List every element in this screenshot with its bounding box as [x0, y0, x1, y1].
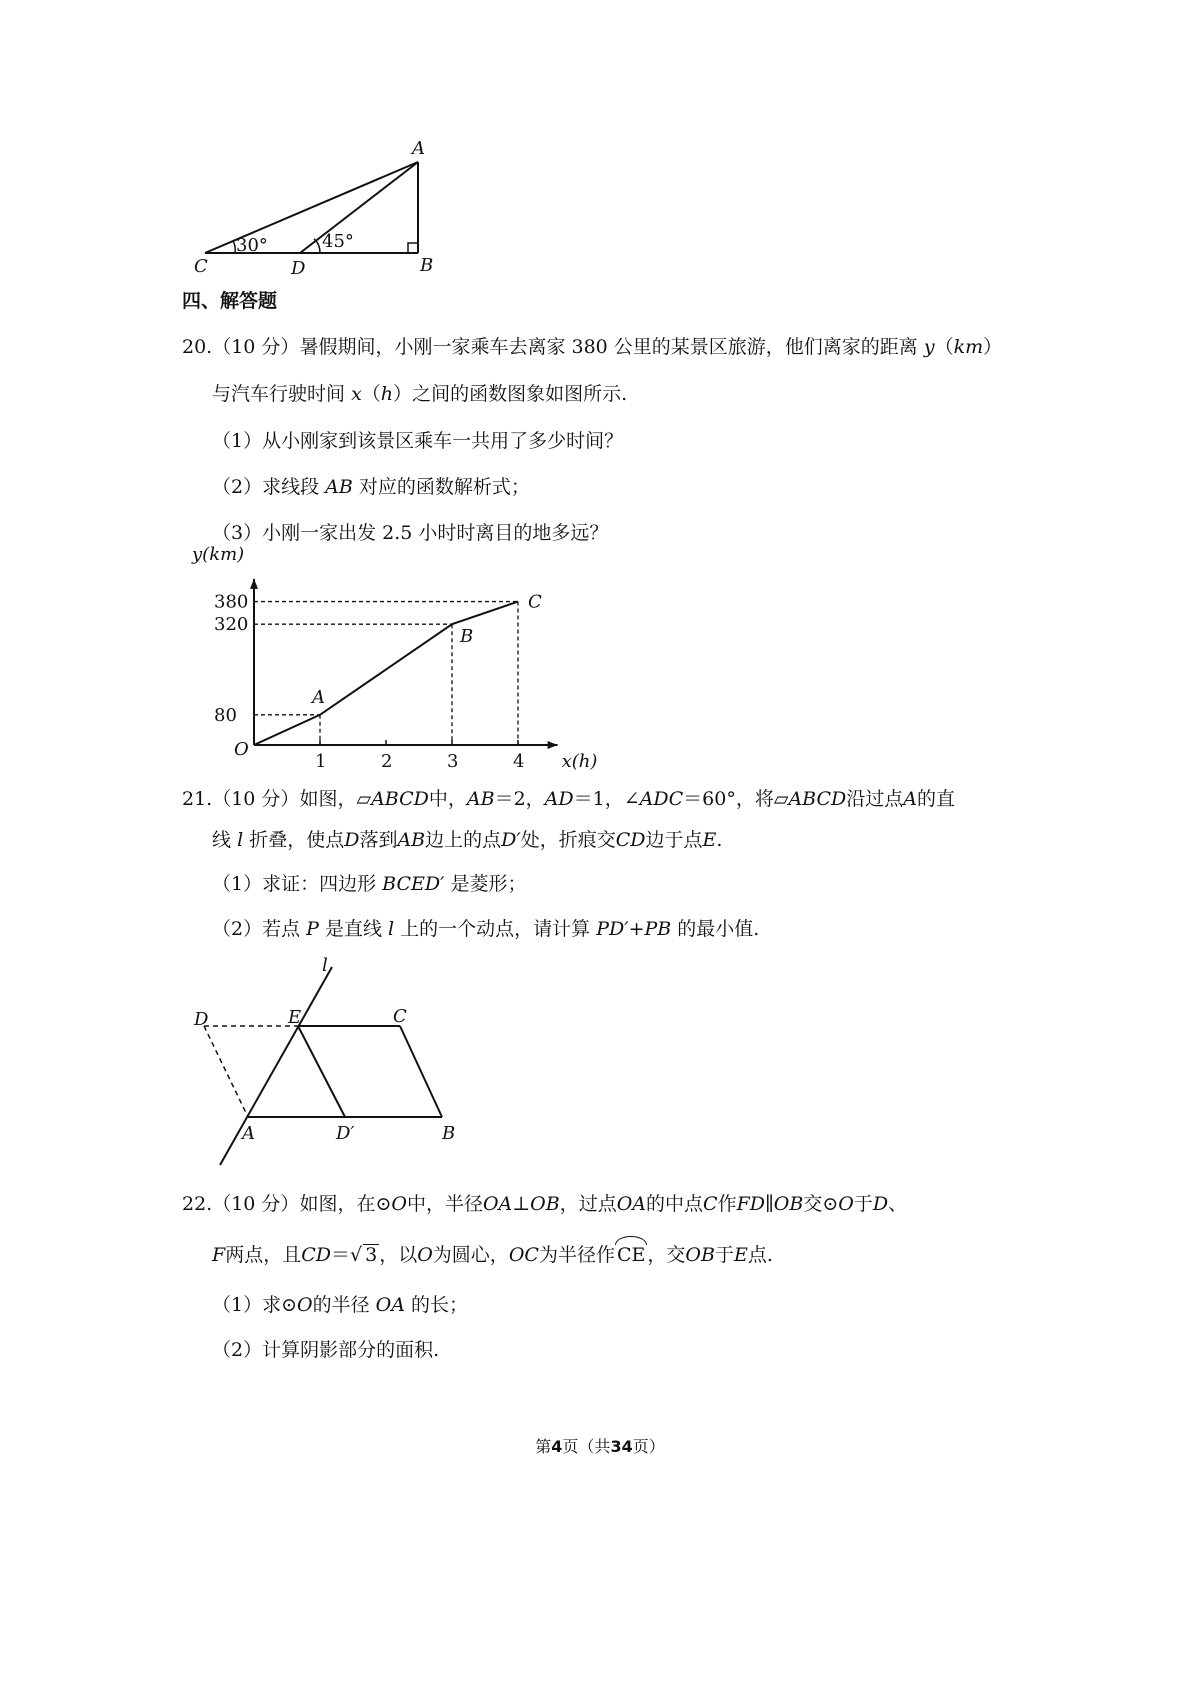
- fig19-label-b: B: [420, 255, 434, 276]
- x-axis-arrow: [548, 741, 558, 749]
- y-axis-arrow: [250, 579, 258, 589]
- q20-line2: 与汽车行驶时间 x（h）之间的函数图象如图所示.: [212, 383, 628, 405]
- q22-part2: （2）计算阴影部分的面积.: [212, 1339, 440, 1361]
- y-tick-label-320: 320: [214, 614, 249, 636]
- fig19-label-d: D: [291, 258, 306, 279]
- point-label-C: C: [528, 591, 542, 613]
- q21-line1: 21.（10 分）如图，▱ABCD中，AB＝2，AD＝1，∠ADC＝60°，将▱ABCD沿过点A的直: [182, 788, 956, 810]
- x-tick-label-4: 4: [513, 751, 525, 772]
- q21-part1: （1）求证：四边形 BCED′ 是菱形；: [212, 873, 527, 895]
- arc-ce: CE: [616, 1244, 646, 1266]
- origin-label: O: [234, 739, 249, 760]
- q20-part3: （3）小刚一家出发 2.5 小时时离目的地多远？: [212, 522, 609, 544]
- series-line: [254, 602, 518, 745]
- q22-score: （10 分）: [212, 1193, 300, 1215]
- q20-part1: （1）从小刚家到该景区乘车一共用了多少时间？: [212, 430, 624, 452]
- y-tick-label-80: 80: [214, 704, 237, 726]
- q21-num: 21.: [182, 788, 213, 810]
- page-number: 4: [551, 1437, 563, 1456]
- fig21-label-c: C: [393, 1006, 407, 1027]
- figure-q19: [190, 140, 490, 290]
- y-axis-label: y(km): [192, 544, 245, 565]
- q21-part2: （2）若点 P 是直线 l 上的一个动点，请计算 PD′+PB 的最小值.: [212, 918, 760, 940]
- q21-score: （10 分）: [212, 788, 300, 810]
- point-label-B: B: [460, 626, 474, 648]
- fig21-label-d: D: [194, 1009, 209, 1030]
- x-tick-label-3: 3: [447, 751, 459, 772]
- sqrt-value: 3: [365, 1244, 378, 1266]
- section-title: 四、解答题: [182, 290, 278, 312]
- x-tick-label-2: 2: [381, 751, 393, 772]
- q22-part1: （1）求⊙O的半径 OA 的长；: [212, 1294, 469, 1316]
- fig19-angle-c: 30°: [236, 235, 268, 256]
- y-tick-label-380: 380: [214, 591, 249, 613]
- q21-line2: 线 l 折叠，使点D落到AB边上的点D′处，折痕交CD边于点E.: [212, 829, 723, 851]
- q20-num: 20.: [182, 336, 213, 358]
- x-tick-label-1: 1: [315, 751, 327, 772]
- point-label-A: A: [312, 686, 325, 708]
- page-total: 34: [610, 1437, 633, 1456]
- q20-line1: 20.（10 分）暑假期间，小刚一家乘车去离家 380 公里的某景区旅游，他们离家的距离 y（km）: [182, 336, 1003, 358]
- q20-part2: （2）求线段 AB 对应的函数解析式；: [212, 476, 530, 498]
- fig21-label-dp: D′: [336, 1123, 355, 1144]
- figure-q21: [190, 955, 490, 1175]
- q22-line1: 22.（10 分）如图，在⊙O中，半径OA⊥OB，过点OA的中点C作FD∥OB交⊙O于D、: [182, 1193, 908, 1215]
- q20-chart: [190, 540, 610, 780]
- sqrt-symbol: √: [350, 1244, 363, 1266]
- q22-line2: F两点，且CD＝√ 3 ，以O为圆心，OC为半径作 CE ，交OB于E点.: [212, 1244, 773, 1266]
- fig19-angle-d: 45°: [322, 231, 354, 252]
- fig21-label-a: A: [242, 1123, 255, 1144]
- fig21-label-l: l: [322, 955, 328, 976]
- x-axis-label: x(h): [561, 751, 598, 772]
- page-footer: 第4页（共34页）: [535, 1437, 665, 1456]
- fig19-label-c: C: [194, 256, 208, 277]
- fig21-label-e: E: [288, 1007, 302, 1028]
- fig21-label-b: B: [442, 1123, 456, 1144]
- fig19-label-a: A: [412, 140, 425, 159]
- q22-num: 22.: [182, 1193, 213, 1215]
- q20-score: （10 分）: [212, 336, 300, 358]
